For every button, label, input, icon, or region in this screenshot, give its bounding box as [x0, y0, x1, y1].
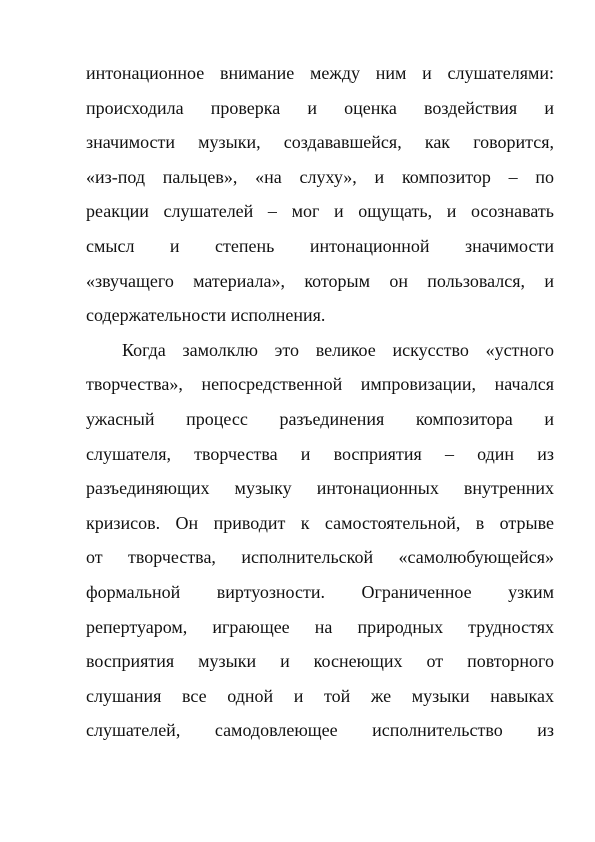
- text-line: кризисов. Он приводит к самостоятельной, в отрыве: [86, 512, 554, 533]
- text-line: происходила проверка и оценка воздействия и: [86, 97, 554, 118]
- text-line: слушания все одной и той же музыки навыках: [86, 685, 554, 706]
- text-line: реакции слушателей – мог и ощущать, и осознавать: [86, 201, 554, 222]
- text-line: слушателей, самодовлеющее исполнительство из: [86, 720, 554, 741]
- paragraph-first-line: Когда замолклю это великое искусство «устного: [122, 339, 554, 360]
- text-line: разъединяющих музыку интонационных внутренних: [86, 478, 554, 499]
- text-line: репертуаром, играющее на природных трудностях: [86, 616, 554, 637]
- text-line: восприятия музыки и коснеющих от повторного: [86, 651, 554, 672]
- text-line: смысл и степень интонационной значимости: [86, 235, 554, 256]
- text-line: от творчества, исполнительской «самолюбующейся»: [86, 547, 554, 568]
- text-line: содержательности исполнения.: [86, 305, 326, 326]
- text-line: формальной виртуозности. Ограниченное узким: [86, 581, 554, 602]
- body-text: [86, 56, 554, 748]
- text-line: слушателя, творчества и восприятия – один из: [86, 443, 554, 464]
- text-line: «из-под пальцев», «на слуху», и композитор – по: [86, 166, 554, 187]
- text-line: ужасный процесс разъединения композитора и: [86, 408, 554, 429]
- text-line: значимости музыки, создававшейся, как говорится,: [86, 132, 554, 153]
- text-line: творчества», непосредственной импровизации, начался: [86, 374, 554, 395]
- text-line: «звучащего материала», которым он пользовался, и: [86, 270, 554, 291]
- text-line: интонационное внимание между ним и слушателями:: [86, 63, 554, 83]
